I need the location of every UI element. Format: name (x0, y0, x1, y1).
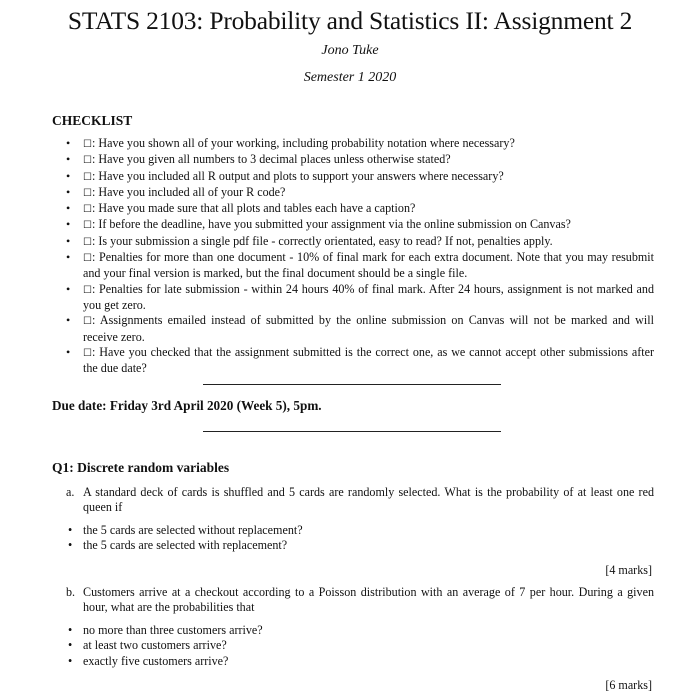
checklist-item: • ☐: Have you included all R output and plots to support your answers where necessary? (66, 168, 504, 183)
divider-bottom (203, 431, 501, 432)
checklist-item: • ☐: Have you included all of your R code? (66, 184, 286, 199)
bullet-icon: • (66, 217, 71, 232)
checklist-item-text: Penalties for more than one document - 10% of final mark for each extra document. Note that you may resubmit and your final version is marked, but the final document should be a single file. (83, 250, 654, 281)
list-item-text: exactly five customers arrive? (83, 653, 229, 668)
list-item-text: no more than three customers arrive? (83, 623, 263, 637)
list-item (66, 623, 626, 638)
checkbox-icon: ☐ (83, 284, 92, 296)
bullet-icon: • (66, 313, 71, 328)
list-item-text: the 5 cards are selected with replacement? (83, 538, 288, 553)
part-a-label: a. (66, 485, 75, 499)
checklist-item-text: Have you made sure that all plots and tables each have a caption? (98, 201, 416, 216)
checklist-item: • ☐: Is your submission a single pdf file - correctly orientated, easy to read? If not, penalties apply. (66, 233, 553, 248)
checklist-item-text: Assignments emailed instead of submitted by the online submission on Canvas will not be marked and will receive zero. (83, 313, 654, 344)
checkbox-icon: ☐ (83, 139, 92, 150)
bullet-icon: • (66, 184, 71, 199)
list-item (66, 654, 626, 669)
bullet-icon: • (68, 538, 73, 553)
checkbox-icon: ☐ (83, 204, 92, 216)
bullet-icon: • (66, 233, 71, 248)
part-a-bullets (66, 523, 626, 554)
list-item-text: the 5 cards are selected without replacement? (83, 523, 303, 537)
list-item (66, 538, 626, 553)
checkbox-icon: ☐ (83, 347, 92, 359)
checklist-item: • ☐: Have you checked that the assignment submitted is the correct one, as we cannot accept other submissions after the due date? (66, 344, 655, 376)
part-b-label: b. (66, 585, 76, 599)
checklist-item-text: Have you included all of your R code? (98, 184, 286, 199)
document-title: STATS 2103: Probability and Statistics II: Assignment 2 (67, 6, 633, 35)
bullet-icon: • (66, 344, 71, 359)
author-name: Jono Tuke (321, 43, 379, 58)
bullet-icon: • (66, 281, 71, 296)
bullet-icon: • (66, 136, 71, 150)
checklist-item: • ☐: If before the deadline, have you submitted your assignment via the online submission on Canvas? (66, 217, 571, 232)
list-item-text: at least two customers arrive? (83, 638, 227, 653)
checklist-item: • ☐: Have you shown all of your working, including probability notation where necessary? (66, 136, 515, 150)
bullet-icon: • (66, 168, 71, 183)
checkbox-icon: ☐ (83, 253, 92, 265)
checkbox-icon: ☐ (83, 171, 92, 183)
part-b-text: Customers arrive at a checkout according to a Poisson distribution with an average of 7 per hour. During a given hour, what are the probabilities that (83, 585, 654, 615)
part-a-text: A standard deck of cards is shuffled and 5 cards are randomly selected. What is the probability of at least one red queen if (83, 485, 654, 515)
checkbox-icon: ☐ (83, 316, 92, 328)
q1-part-b (66, 585, 654, 616)
checklist-item: • ☐: Assignments emailed instead of submitted by the online submission on Canvas will not be marked and will receive zero. (66, 313, 654, 344)
q1-part-a (66, 485, 654, 516)
list-item (66, 638, 626, 653)
checklist-item-text: Have you shown all of your working, including probability notation where necessary? (98, 136, 515, 150)
bullet-icon: • (68, 623, 73, 637)
part-b-marks: [6 marks] (605, 678, 652, 692)
semester-label: Semester 1 2020 (303, 70, 397, 85)
checkbox-icon: ☐ (83, 220, 92, 232)
checklist-item-text: If before the deadline, have you submitted your assignment via the online submission on Canvas? (98, 217, 571, 232)
checklist-item: • ☐: Penalties for late submission - within 24 hours 40% of final mark. After 24 hours, assignment is not marked and you get zero. (66, 281, 654, 312)
checklist-item-text: Have you given all numbers to 3 decimal places unless otherwise stated? (98, 152, 451, 167)
part-b-bullets (66, 623, 626, 669)
bullet-icon: • (66, 201, 71, 216)
divider-top (203, 384, 501, 385)
q1-heading: Q1: Discrete random variables (52, 460, 230, 475)
checklist-item-text: Have you checked that the assignment submitted is the correct one, as we cannot accept other submissions after the due date? (83, 344, 655, 376)
bullet-icon: • (66, 152, 71, 167)
checkbox-icon: ☐ (83, 155, 92, 167)
bullet-icon: • (68, 638, 73, 653)
checklist-item-text: Have you included all R output and plots to support your answers where necessary? (98, 168, 504, 183)
checklist-item-text: Is your submission a single pdf file - correctly orientated, easy to read? If not, penalties apply. (98, 233, 553, 248)
bullet-icon: • (68, 523, 73, 537)
checklist (52, 136, 654, 376)
checkbox-icon: ☐ (83, 236, 92, 248)
checkbox-icon: ☐ (83, 187, 92, 199)
checklist-item: • ☐: Have you given all numbers to 3 decimal places unless otherwise stated? (66, 152, 451, 167)
checklist-item: • ☐: Have you made sure that all plots and tables each have a caption? (66, 201, 416, 216)
checklist-item: • ☐: Penalties for more than one document - 10% of final mark for each extra document. Note that you may resubmit and your final version is marked, but the final document should be a single file. (66, 250, 654, 281)
checklist-item-text: Penalties for late submission - within 24 hours 40% of final mark. After 24 hours, assignment is not marked and you get zero. (83, 281, 654, 312)
checklist-heading: CHECKLIST (52, 113, 133, 128)
bullet-icon: • (66, 250, 71, 265)
due-date: Due date: Friday 3rd April 2020 (Week 5), 5pm. (52, 398, 322, 413)
bullet-icon: • (68, 653, 73, 668)
list-item (66, 523, 626, 538)
part-a-marks: [4 marks] (605, 563, 652, 577)
